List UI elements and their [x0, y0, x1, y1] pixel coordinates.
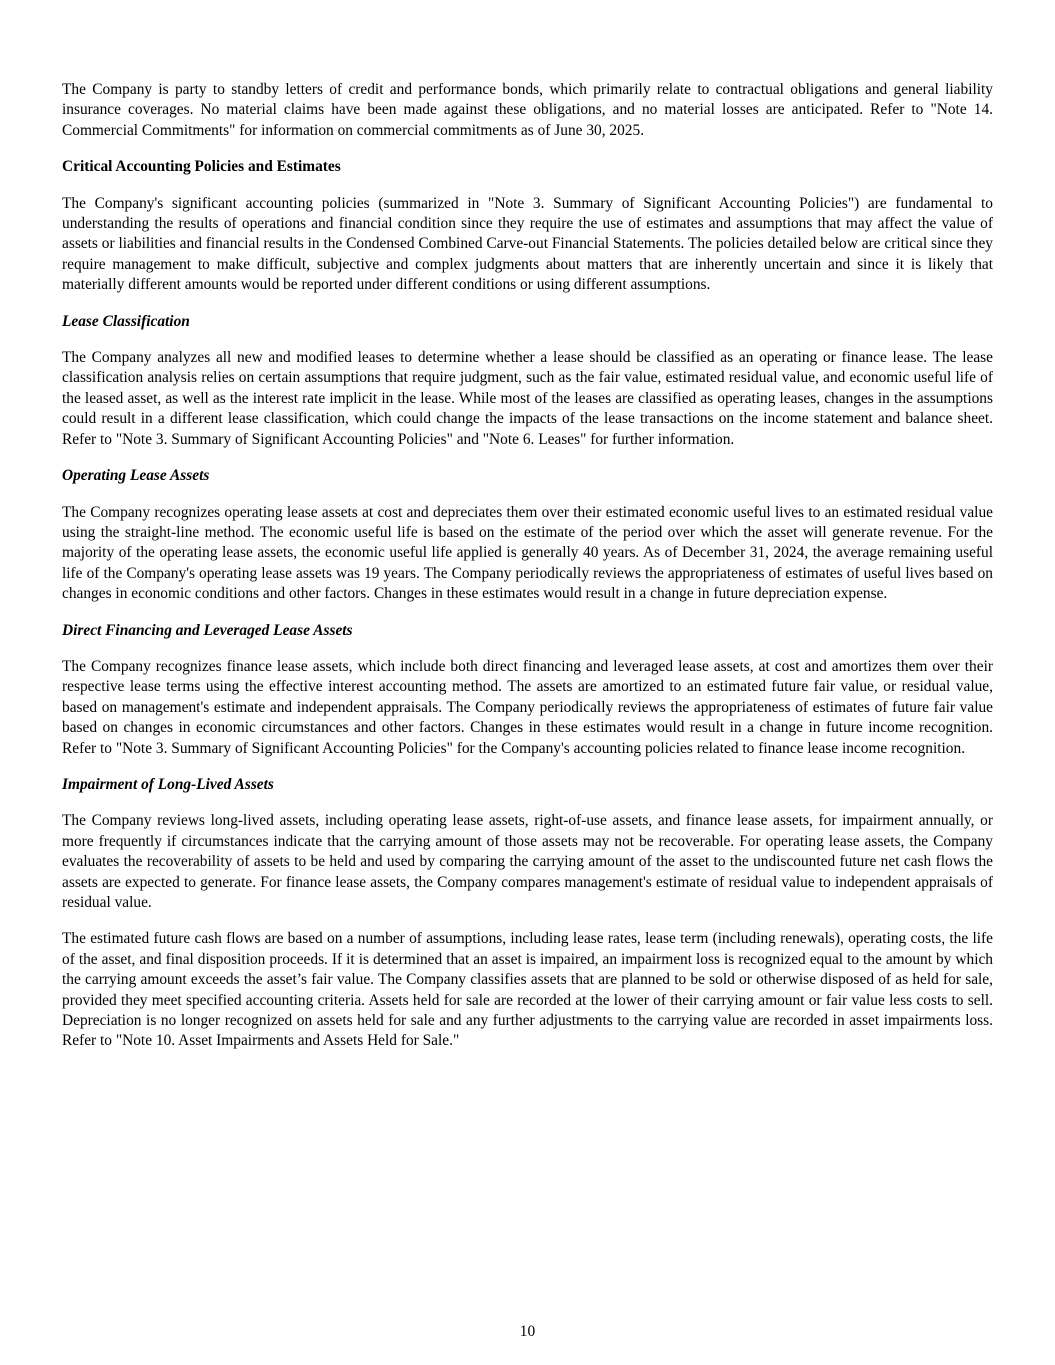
subheading-operating-lease-assets: Operating Lease Assets: [62, 467, 210, 485]
paragraph-direct-financing: The Company recognizes finance lease assets, which include both direct financing and leveraged lease assets, at cost and amortizes them over their respective lease terms using the effective interest accounting method. The assets are amortized to an estimated future fair value, or residual value, based on management's estimate and independent appraisals. The Company periodically reviews the appropriateness of estimates of future fair value based on changes in economic circumstances and other factors. Changes in these estimates would result in a change in future income recognition. Refer to "Note 3. Summary of Significant Accounting Policies" for the Company's accounting policies related to finance lease income recognition.: [62, 657, 993, 757]
paragraph-operating-lease-assets: The Company recognizes operating lease assets at cost and depreciates them over their estimated economic useful lives to an estimated residual value using the straight-line method. The economic useful life is based on the estimate of the period over which the asset will generate revenue. For the majority of the operating lease assets, the economic useful life applied is generally 40 years. As of December 31, 2024, the average remaining useful life of the Company's operating lease assets was 19 years. The Company periodically reviews the appropriateness of estimates of useful lives based on changes in economic conditions and other factors. Changes in these estimates would result in a change in future depreciation expense.: [62, 503, 993, 603]
document-page: [62, 80, 993, 1068]
paragraph-standby-letters: The Company is party to standby letters of credit and performance bonds, which primarily relate to contractual obligations and general liability insurance coverages. No material claims have been made against these obligations, and no material losses are anticipated. Refer to "Note 14. Commercial Commitments" for information on commercial commitments as of June 30, 2025.: [62, 81, 993, 139]
section-heading-critical-policies: Critical Accounting Policies and Estimates: [62, 158, 341, 176]
page-number: 10: [519, 1323, 536, 1340]
paragraph-impairment-2: The estimated future cash flows are based on a number of assumptions, including lease rates, lease term (including renewals), operating costs, the life of the asset, and final disposition proceeds. If it is determined that an asset is impaired, an impairment loss is recognized equal to the amount by which the carrying amount exceeds the asset’s fair value. The Company classifies assets that are planned to be sold or otherwise disposed of as held for sale, provided they meet specified accounting criteria. Assets held for sale are recorded at the lower of their carrying amount or fair value less costs to sell. Depreciation is no longer recognized on assets held for sale and any further adjustments to the carrying value are recorded in asset impairments loss. Refer to "Note 10. Asset Impairments and Assets Held for Sale.": [62, 930, 993, 1050]
subheading-impairment: Impairment of Long-Lived Assets: [62, 775, 274, 793]
subheading-lease-classification: Lease Classification: [62, 312, 190, 330]
paragraph-critical-policies: The Company's significant accounting policies (summarized in "Note 3. Summary of Significant Accounting Policies") are fundamental to understanding the results of operations and financial condition since they require the use of estimates and assumptions that may affect the value of assets or liabilities and financial results in the Condensed Combined Carve-out Financial Statements. The policies detailed below are critical since they require management to make difficult, subjective and complex judgments about matters that are inherently uncertain and since it is likely that materially different amounts would be reported under different conditions or using different assumptions.: [62, 194, 993, 294]
subheading-direct-financing: Direct Financing and Leveraged Lease Assets: [62, 621, 353, 639]
paragraph-impairment-1: The Company reviews long-lived assets, including operating lease assets, right-of-use assets, and finance lease assets, for impairment annually, or more frequently if circumstances indicate that the carrying amount of those assets may not be recoverable. For operating lease assets, the Company evaluates the recoverability of assets to be held and used by comparing the carrying amount of the asset to the undiscounted future net cash flows the assets are expected to generate. For finance lease assets, the Company compares management's estimate of residual value to independent appraisals of residual value.: [62, 812, 993, 911]
paragraph-lease-classification: The Company analyzes all new and modified leases to determine whether a lease should be classified as an operating or finance lease. The lease classification analysis relies on certain assumptions that require judgment, such as the fair value, estimated residual value, and economic useful life of the leased asset, as well as the interest rate implicit in the lease. While most of the leases are classified as operating leases, changes in the assumptions could result in a different lease classification, which could change the impacts of the lease transactions on the income statement and balance sheet. Refer to "Note 3. Summary of Significant Accounting Policies" and "Note 6. Leases" for further information.: [62, 349, 993, 448]
